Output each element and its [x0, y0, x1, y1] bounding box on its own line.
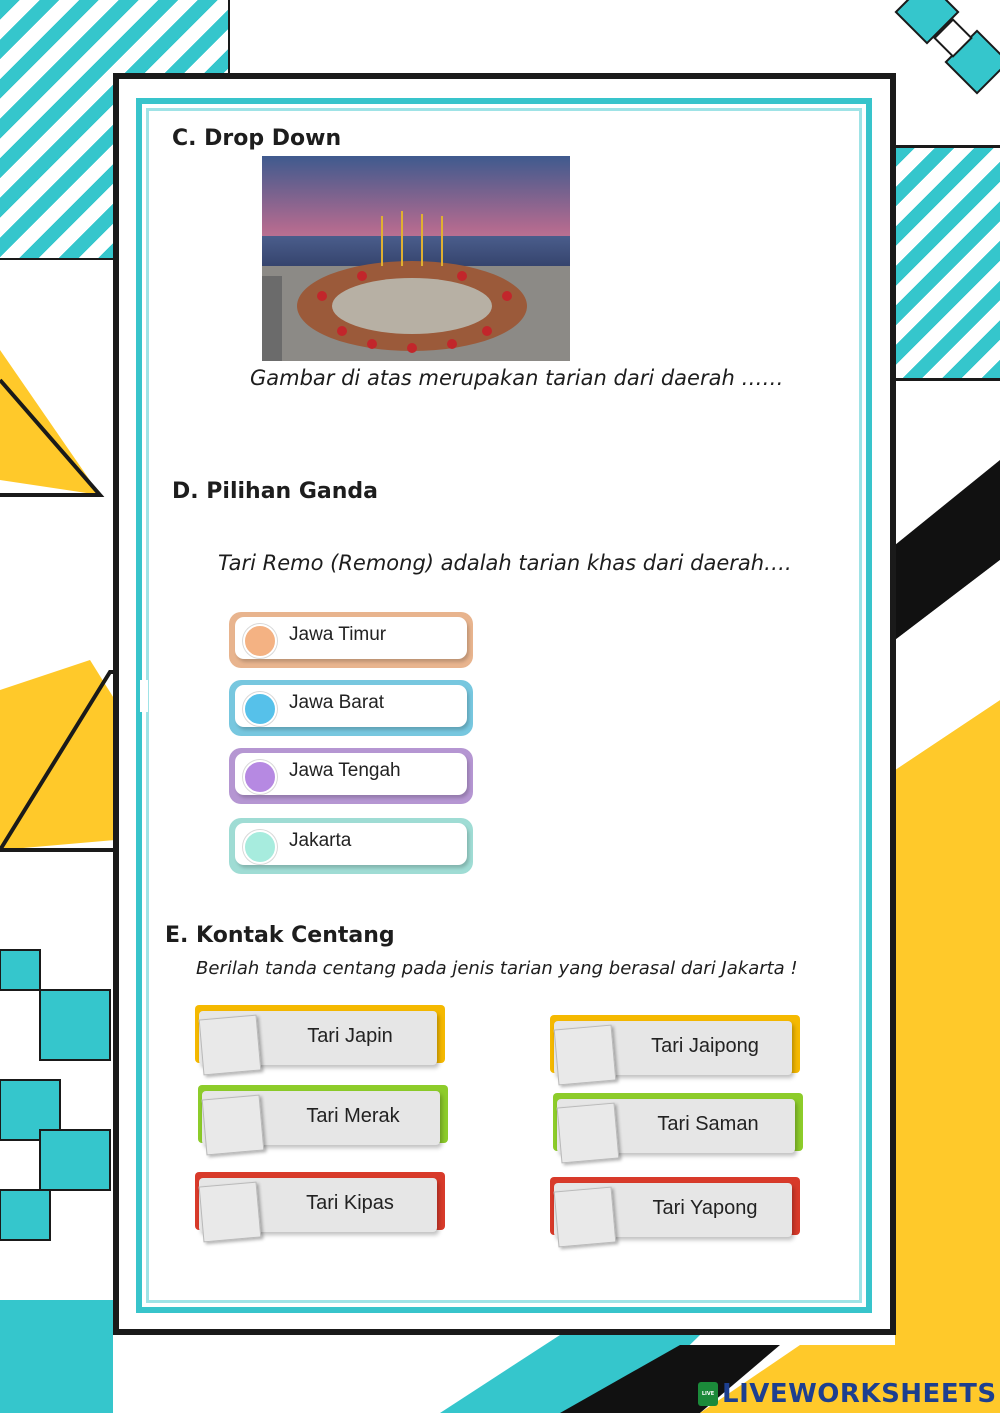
checkbox-square[interactable]	[554, 1025, 617, 1086]
option-jawa-barat[interactable]	[229, 680, 473, 736]
checkbox-label: Tari Merak	[306, 1105, 400, 1127]
option-label: Jawa Timur	[289, 624, 387, 645]
checkbox-square[interactable]	[199, 1015, 262, 1076]
checkbox-item-tari-kipas[interactable]	[195, 1172, 445, 1238]
answer-blank-bar	[135, 1345, 438, 1377]
section-e-instruction: Berilah tanda centang pada jenis tarian yang berasal dari Jakarta !	[196, 958, 798, 979]
checkbox-label: Tari Yapong	[652, 1197, 758, 1219]
checkbox-square[interactable]	[199, 1182, 262, 1243]
checkbox-label: Tari Japin	[307, 1025, 393, 1047]
option-label: Jakarta	[289, 830, 352, 851]
liveworksheets-logo	[698, 1378, 997, 1410]
checkbox-item-tari-merak[interactable]	[198, 1085, 448, 1151]
liveworksheets-brand: LIVEWORKSHEETS	[722, 1379, 997, 1409]
radio-dot-icon[interactable]	[243, 830, 277, 864]
checkbox-item-tari-yapong[interactable]	[550, 1177, 800, 1243]
kecak-dance-photo	[262, 156, 570, 361]
section-e-heading: E. Kontak Centang	[165, 923, 395, 948]
checkbox-item-tari-japin[interactable]	[195, 1005, 445, 1071]
checkbox-label: Tari Saman	[657, 1113, 759, 1135]
option-label: Jawa Tengah	[289, 760, 401, 781]
option-label: Jawa Barat	[289, 692, 385, 713]
checkbox-square[interactable]	[554, 1187, 617, 1248]
section-d-question: Tari Remo (Remong) adalah tarian khas dari daerah….	[218, 551, 792, 575]
checkbox-item-tari-saman[interactable]	[553, 1093, 803, 1159]
white-marker	[140, 680, 148, 712]
checkbox-label: Tari Jaipong	[651, 1035, 759, 1057]
checkbox-item-tari-jaipong[interactable]	[550, 1015, 800, 1081]
section-c-question: Gambar di atas merupakan tarian dari daerah ……	[250, 366, 784, 390]
checkbox-label: Tari Kipas	[306, 1192, 394, 1214]
radio-dot-icon[interactable]	[243, 624, 277, 658]
option-jawa-tengah[interactable]	[229, 748, 473, 804]
checkbox-square[interactable]	[202, 1095, 265, 1156]
section-d-heading: D. Pilihan Ganda	[172, 479, 379, 504]
radio-dot-icon[interactable]	[243, 760, 277, 794]
checkbox-square[interactable]	[557, 1103, 620, 1164]
live-badge-icon: LIVE	[698, 1382, 718, 1406]
radio-dot-icon[interactable]	[243, 692, 277, 726]
section-c-heading: C. Drop Down	[172, 126, 342, 151]
option-jawa-timur[interactable]	[229, 612, 473, 668]
option-jakarta[interactable]	[229, 818, 473, 874]
